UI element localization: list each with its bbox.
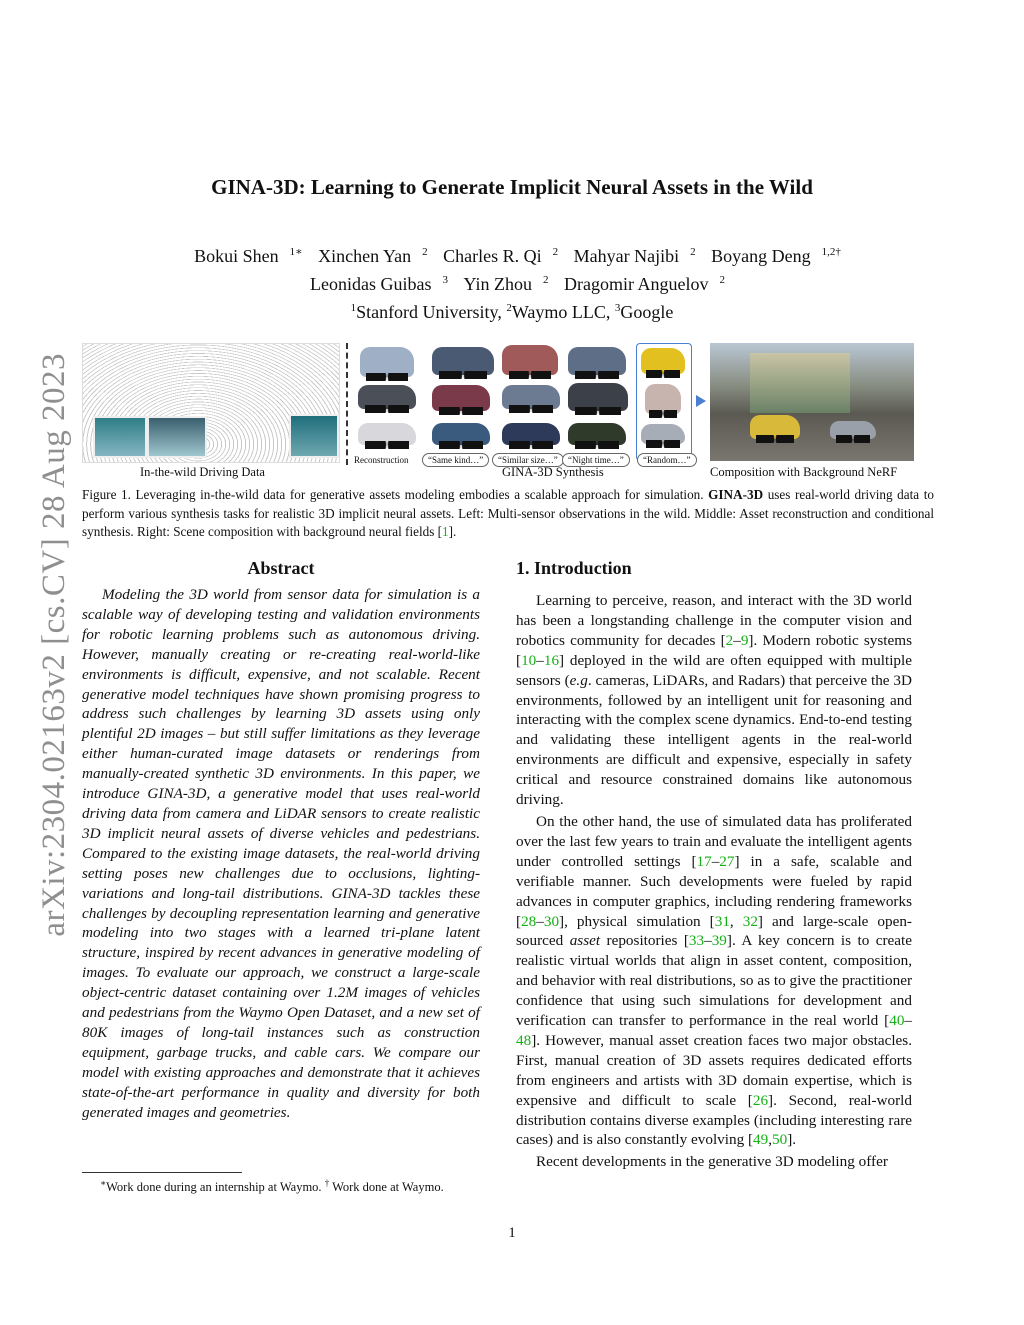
- citation-link[interactable]: 31: [714, 912, 730, 930]
- author-affiliation-mark: 2: [552, 246, 559, 258]
- paragraph-text: ]. A key concern is to create realistic virtual worlds that align in asset content, composition, and behavior with real distributions, so as to give the practitioner confidence that using such simulations for development and verification can transfer to performance in the real world [: [516, 932, 912, 1030]
- night-car-asset: [568, 423, 626, 445]
- intro-body: [516, 591, 912, 1174]
- author-name: Mahyar Najibi: [573, 246, 680, 266]
- author-name: Dragomir Anguelov: [564, 274, 709, 294]
- affiliation-mark: 3: [614, 302, 621, 314]
- citation-link[interactable]: 39: [711, 932, 727, 950]
- paragraph-text: On the other hand, the use of simulated data has proliferated over the last few years to train and evaluate the intelligent agents under controlled settings [: [516, 812, 912, 870]
- italic-text: e.g: [569, 671, 588, 689]
- citation-link[interactable]: 50: [772, 1131, 788, 1149]
- citation-link[interactable]: 28: [521, 912, 537, 930]
- footnote-mark-2: †: [324, 1178, 330, 1188]
- camera-crop-3: [289, 414, 339, 458]
- van-asset: [432, 347, 494, 375]
- paragraph-text: –: [711, 852, 720, 870]
- author-name: Xinchen Yan: [318, 246, 412, 266]
- affiliation-name: Google: [620, 302, 674, 322]
- paragraph-text: repositories [: [600, 932, 689, 950]
- composed-bus: [750, 415, 800, 439]
- cable-car-asset: [645, 384, 681, 414]
- page-number: 1: [508, 1225, 516, 1241]
- suv-asset-2: [568, 383, 628, 411]
- paragraph-text: ], physical simulation [: [559, 912, 715, 930]
- left-panel-label: In-the-wild Driving Data: [140, 465, 265, 479]
- intro-heading: 1. Introduction: [516, 558, 632, 578]
- author-affiliation-mark: 2: [422, 246, 428, 258]
- caption-end: ].: [448, 524, 457, 539]
- figure-1: [82, 343, 914, 478]
- synthesized-assets-grid: [352, 343, 692, 461]
- author-affiliation-mark: 2: [690, 246, 696, 258]
- paragraph-text: ] deployed in the wild are often equipped with multiple sensors (: [516, 651, 912, 689]
- camera-crop-1: [93, 416, 147, 458]
- building: [750, 353, 850, 413]
- authors-row-1: [100, 240, 924, 268]
- paragraph-text: –: [536, 651, 544, 669]
- paragraph-text: –: [733, 631, 741, 649]
- citation-link[interactable]: 33: [688, 932, 705, 950]
- bubble-similar-size: “Similar size…”: [492, 453, 564, 467]
- paragraph-text: –: [704, 932, 712, 950]
- bubble-reconstruction: Reconstruction: [354, 455, 409, 465]
- abstract-body: Modeling the 3D world from sensor data for simulation is a scalable way of developing testing and validation environments for robotic learning problems such as autonomous driving. However, manually creating or re-creating real-world-like environments is difficult, expensive, and not scalable. Recent generative model techniques have shown promising progress to address such challenges by learning 3D assets using only plentiful 2D images – but still suffer limitations as they leverage either human-curated image datasets or renderings from manually-created synthetic 3D environments. In this paper, we introduce GINA-3D, a generative model that uses real-world driving data from camera and LiDAR sensors to create realistic 3D implicit neural assets of diverse vehicles and pedestrians. Compared to the existing image datasets, the real-world driving setting poses new challenges due to occlusions, lighting-variations and long-tail distributions. GINA-3D tackles these challenges by decoupling representation learning and generative modeling into two stages with a learned tri-plane latent structure, inspired by recent advances in generative modeling of images. To evaluate our approach, we construct a large-scale object-centric dataset containing over 1.2M images of vehicles and pedestrians from the Waymo Open Dataset, and a new set of 80K images of long-tail instances such as construction equipment, garbage trucks, and cable cars. We compare our model with existing approaches and demonstrate that it achieves state-of-the-art performance in quality and diversity for both generated images and geometries.: [82, 586, 480, 1121]
- figure-caption: [82, 486, 934, 542]
- paragraph-text: –: [904, 1012, 912, 1030]
- author-name: Bokui Shen: [194, 246, 279, 266]
- composed-car: [830, 421, 876, 439]
- paragraph-text: –: [536, 912, 544, 930]
- citation-link[interactable]: 49: [753, 1131, 769, 1149]
- footnote-mark-1: ∗: [100, 1178, 107, 1188]
- paragraph-text: ]. Modern robotic systems [: [516, 631, 912, 669]
- author-block: [100, 240, 924, 324]
- paragraph-text: ,: [729, 912, 743, 930]
- affiliations: [100, 296, 924, 324]
- author-name: Yin Zhou: [463, 274, 532, 294]
- random-samples-box: [636, 343, 692, 461]
- affiliation-mark: 1: [350, 302, 357, 314]
- bus-asset: [502, 345, 558, 375]
- truck-asset: [360, 347, 414, 377]
- school-bus-asset: [641, 348, 685, 374]
- white-sedan-asset: [358, 423, 416, 445]
- middle-panel-label: GINA-3D Synthesis: [502, 465, 604, 479]
- dark-sedan-asset: [502, 423, 560, 445]
- paper-title: GINA-3D: Learning to Generate Implicit Neural Assets in the Wild: [211, 175, 813, 199]
- affiliation-mark: 2: [506, 302, 512, 314]
- author-affiliation-mark: 1∗: [289, 246, 303, 258]
- footnote: [100, 1178, 444, 1195]
- paragraph-text: ] in a safe, scalable and verifiable manner. Such developments were fueled by rapid advances in computer graphics, including rendering frameworks [: [516, 852, 912, 930]
- lidar-point-cloud-image: [82, 343, 340, 463]
- paragraph-text: ].: [787, 1131, 797, 1149]
- right-panel-label: Composition with Background NeRF: [710, 465, 898, 479]
- affiliation-name: Waymo LLC,: [511, 302, 615, 322]
- bubble-same-kind: “Same kind…”: [422, 453, 489, 467]
- paragraph-text: ]. Second, real-world distribution contains diverse examples (including interesting rare cases) and is also constantly evolving [: [516, 1091, 912, 1149]
- arxiv-id: arXiv:2304.02163v2 [cs.CV] 28 Aug 2023: [35, 353, 72, 937]
- arrow-icon: [696, 395, 706, 407]
- citation-link[interactable]: 30: [543, 912, 560, 930]
- arxiv-stamp: [30, 345, 78, 945]
- nerf-composition-image: [710, 343, 914, 461]
- affiliation-name: Stanford University,: [356, 302, 507, 322]
- abstract-heading: Abstract: [247, 558, 315, 578]
- grey-sedan-asset: [641, 424, 685, 444]
- bubble-random: “Random…”: [637, 453, 697, 467]
- citation-link[interactable]: 32: [742, 912, 758, 930]
- paragraph-text: Learning to perceive, reason, and interact with the 3D world has been a longstanding challenge in the computer vision and robotics community for decades [: [516, 592, 912, 649]
- author-affiliation-mark: 2: [543, 274, 549, 286]
- citation-link[interactable]: 9: [740, 631, 749, 649]
- author-affiliation-mark: 1,2†: [821, 246, 841, 258]
- intro-paragraph-2: [516, 812, 912, 1150]
- footnote-rule: [82, 1172, 242, 1173]
- citation-link[interactable]: 40: [889, 1012, 905, 1030]
- citation-link[interactable]: 16: [543, 651, 560, 669]
- footnote-text-1: Work done during an internship at Waymo.: [106, 1180, 325, 1195]
- sedan-asset: [502, 385, 560, 409]
- citation-link[interactable]: 48: [516, 1031, 532, 1049]
- camera-crop-2: [147, 416, 207, 458]
- author-affiliation-mark: 3: [442, 274, 448, 286]
- authors-row-2: [100, 268, 924, 296]
- intro-paragraph-3: Recent developments in the generative 3D modeling offer: [536, 1153, 888, 1171]
- caption-bold: GINA-3D: [708, 487, 764, 502]
- citation-link[interactable]: 2: [725, 631, 734, 649]
- caption-prefix: Figure 1. Leveraging in-the-wild data for generative assets modeling embodies a scalable approach for simulation.: [82, 487, 709, 502]
- pickup-asset: [358, 385, 416, 409]
- paragraph-text: ] and large-scale open-sourced: [516, 912, 912, 950]
- van-asset-2: [568, 347, 626, 375]
- author-name: Leonidas Guibas: [310, 274, 432, 294]
- italic-text: asset: [569, 932, 601, 950]
- caption-text: uses real-world driving data to perform various synthesis tasks for realistic 3D implicit neural assets. Left: Multi-sensor observations in the wild. Middle: Asset reconstruction and conditional synthesis. Right: Scene composition with background neural fields [: [82, 487, 934, 539]
- figure-divider: [346, 343, 348, 465]
- paragraph-text: . cameras, LiDARs, and Radars) that perceive the 3D environments, followed by an intelligent unit for reasoning and interacting with the complex scene dynamics. End-to-end testing and validating these intelligent agents in the real-world environments are difficult and expensive, especially in safety critical and resource constrained domains like autonomous driving.: [516, 671, 912, 809]
- citation-link[interactable]: 1: [442, 524, 449, 539]
- citation-link[interactable]: 27: [719, 852, 735, 870]
- footnote-text-2: Work done at Waymo.: [329, 1180, 444, 1195]
- paragraph-text: ]. However, manual asset creation faces two major obstacles. First, manual creation of 3D assets requires dedicated efforts from engineers and artists with 3D domain expertise, which is expensive and difficult to scale [: [516, 1031, 912, 1109]
- suv-asset: [432, 385, 490, 411]
- paragraph-text: ,: [768, 1131, 773, 1149]
- citation-link[interactable]: 17: [696, 852, 712, 870]
- blue-sedan-asset: [432, 423, 490, 445]
- bubble-night-time: “Night time…”: [562, 453, 630, 467]
- author-name: Boyang Deng: [711, 246, 811, 266]
- author-name: Charles R. Qi: [443, 246, 542, 266]
- citation-link[interactable]: 10: [521, 651, 537, 669]
- author-affiliation-mark: 2: [719, 274, 725, 286]
- intro-paragraph-1: [516, 591, 912, 810]
- citation-link[interactable]: 26: [752, 1091, 769, 1109]
